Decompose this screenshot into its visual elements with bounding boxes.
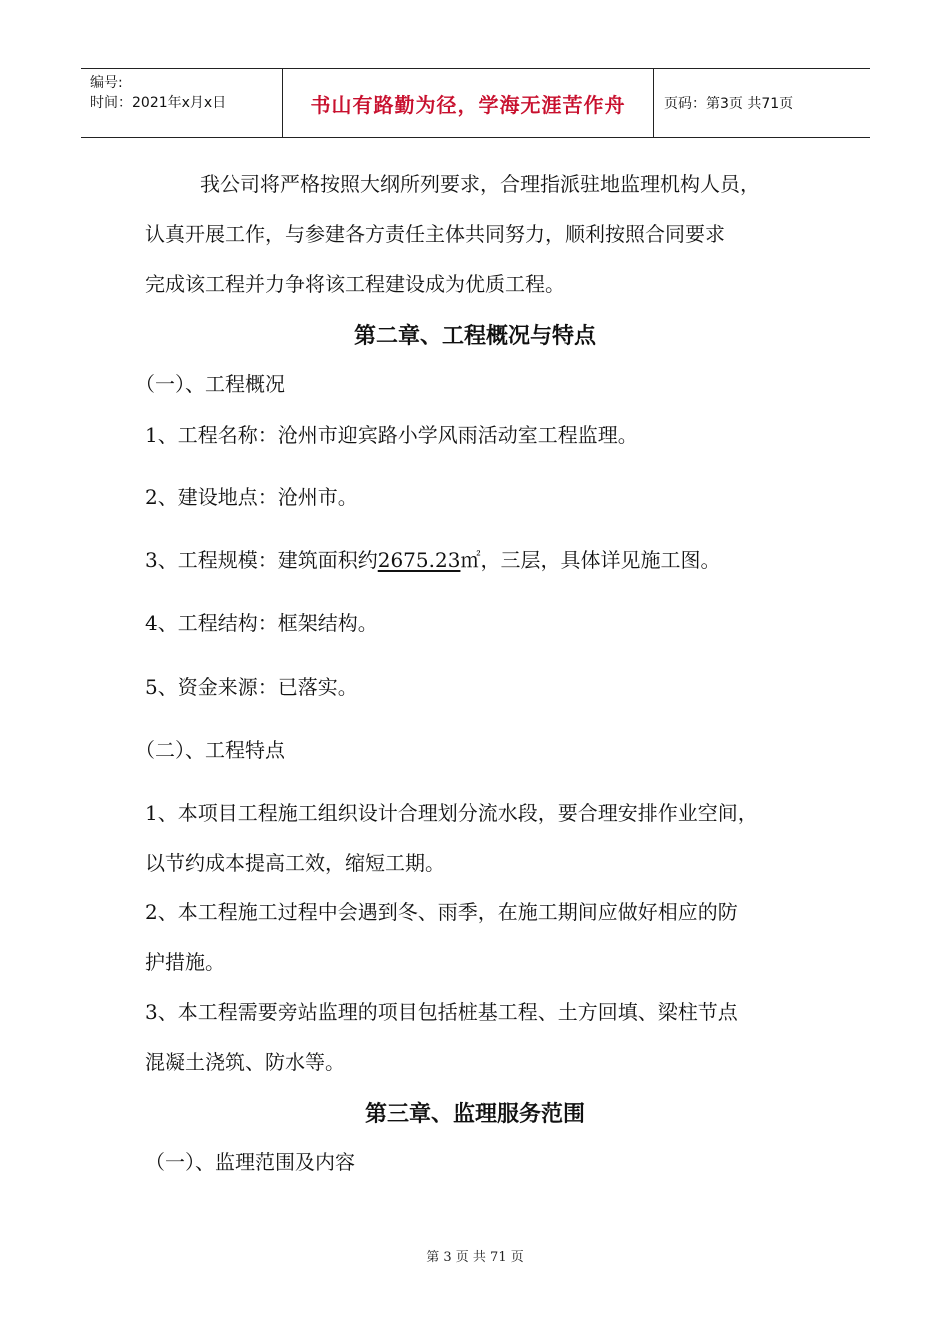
chapter-3-title: 第三章、监理服务范围 (364, 1102, 585, 1127)
document-number-label: 编号: (90, 75, 123, 91)
intro-line: 认真开展工作，与参建各方责任主体共同努力，顺利按照合同要求 (145, 222, 725, 246)
document-date: 时间：2021年x月x日 (90, 95, 227, 111)
feature-line: 以节约成本提高工效，缩短工期。 (145, 851, 445, 875)
header-page-info: 页码：第3页 共71页 (664, 96, 794, 112)
overview-item: 5、资金来源：已落实。 (145, 675, 358, 699)
chapter-2-title: 第二章、工程概况与特点 (353, 324, 596, 349)
feature-line: 护措施。 (145, 950, 225, 974)
overview-item: 1、工程名称：沧州市迎宾路小学风雨活动室工程监理。 (145, 423, 638, 447)
scale-value: 2675.23 (377, 548, 461, 572)
page-header (81, 68, 870, 138)
scale-suffix: ㎡，三层，具体详见施工图。 (460, 548, 721, 572)
section-title: （二）、工程特点 (135, 738, 285, 762)
scale-prefix: 3、工程规模：建筑面积约 (145, 548, 378, 572)
intro-line: 完成该工程并力争将该工程建设成为优质工程。 (145, 272, 565, 296)
overview-item: 2、建设地点：沧州市。 (145, 485, 358, 509)
overview-item-scale (145, 547, 720, 573)
header-meta (81, 69, 282, 137)
header-motto: 书山有路勤为径，学海无涯苦作舟 (282, 69, 654, 137)
overview-item: 4、工程结构：框架结构。 (145, 611, 378, 635)
feature-line: 3、本工程需要旁站监理的项目包括桩基工程、土方回填、梁柱节点 (145, 1000, 738, 1024)
intro-line: 我公司将严格按照大纲所列要求，合理指派驻地监理机构人员， (200, 172, 760, 196)
feature-line: 混凝土浇筑、防水等。 (145, 1050, 345, 1074)
section-title: （一）、工程概况 (135, 372, 285, 396)
section-title: （一）、监理范围及内容 (145, 1150, 355, 1174)
page-footer: 第 3 页 共 71 页 (426, 1250, 524, 1265)
feature-line: 2、本工程施工过程中会遇到冬、雨季，在施工期间应做好相应的防 (145, 900, 738, 924)
feature-line: 1、本项目工程施工组织设计合理划分流水段，要合理安排作业空间， (145, 801, 758, 825)
